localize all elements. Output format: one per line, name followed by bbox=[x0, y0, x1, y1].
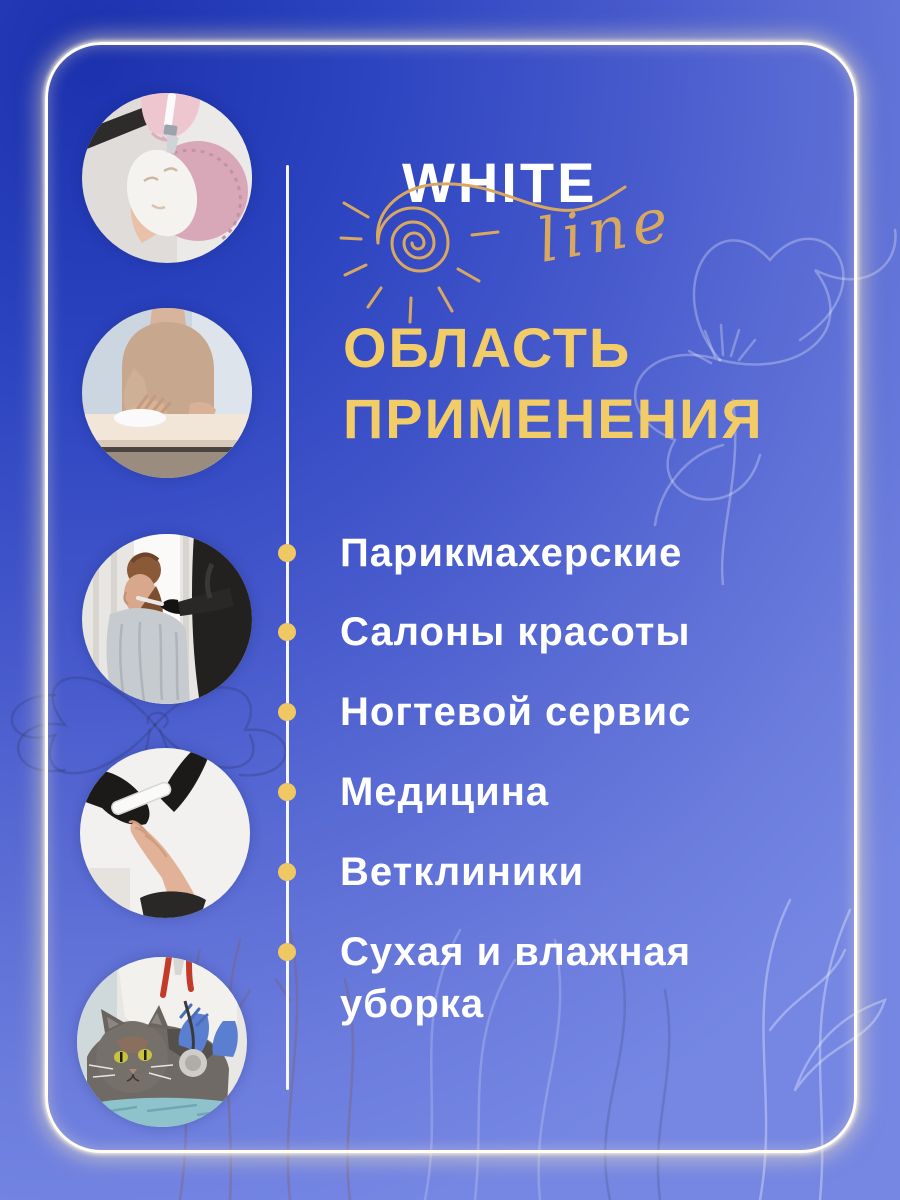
page-title-line2: ПРИМЕНЕНИЯ bbox=[343, 387, 764, 450]
list-item-label: Парикмахерские bbox=[340, 531, 683, 575]
photo-facial-mask bbox=[82, 93, 252, 263]
bullet-dot-icon bbox=[278, 943, 296, 961]
list-item bbox=[278, 926, 780, 1030]
list-item bbox=[278, 606, 691, 658]
bullet-dot-icon bbox=[278, 544, 296, 562]
bullet-dot-icon bbox=[278, 623, 296, 641]
list-item-label: Ногтевой сервис bbox=[340, 690, 692, 734]
photo-table-wiping bbox=[82, 308, 252, 478]
photo-hair-salon bbox=[82, 534, 252, 704]
bullet-dot-icon bbox=[278, 783, 296, 801]
photo-manicure bbox=[80, 748, 250, 918]
list-item bbox=[278, 527, 682, 579]
bullet-dot-icon bbox=[278, 863, 296, 881]
list-item-label: Ветклиники bbox=[340, 850, 585, 894]
brand-name: WHITE bbox=[402, 151, 598, 214]
photo-vet-cat bbox=[77, 957, 247, 1127]
page-title-line1: ОБЛАСТЬ bbox=[343, 316, 632, 379]
list-item-label: Сухая и влажная уборка bbox=[340, 930, 692, 1026]
list-item-label: Салоны красоты bbox=[340, 610, 691, 654]
list-item bbox=[278, 686, 691, 738]
page-title bbox=[343, 312, 764, 454]
list-item bbox=[278, 846, 584, 898]
bullet-dot-icon bbox=[278, 703, 296, 721]
brand-script: line bbox=[532, 184, 680, 277]
list-item bbox=[278, 766, 549, 818]
list-item-label: Медицина bbox=[340, 770, 550, 814]
